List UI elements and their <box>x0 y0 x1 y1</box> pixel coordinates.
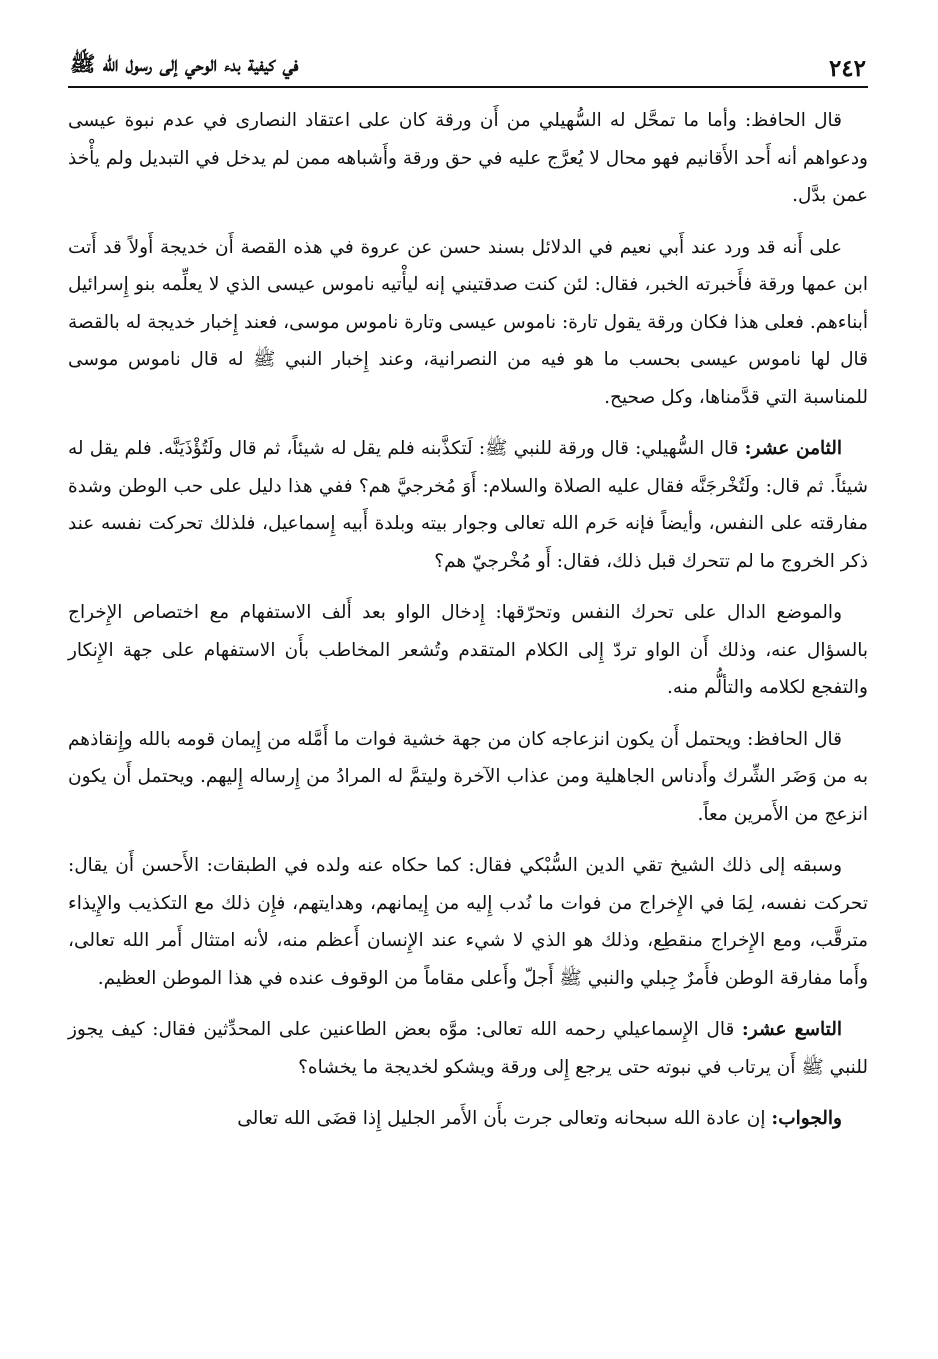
answer-lead: والجواب: <box>771 1108 842 1129</box>
paragraph-2 <box>68 229 868 417</box>
running-title: في كيفية بدء الوحي إلى رسول الله ﷺ <box>70 51 299 76</box>
paragraph-text: إن عادة الله سبحانه وتعالى جرت بأَن الأَمر الجليل إِذا قضَى الله تعالى <box>237 1108 766 1129</box>
paragraph-1 <box>68 102 868 215</box>
paragraph-8 <box>68 1100 868 1138</box>
paragraph-text: والموضع الدال على تحرك النفس وتحرّقها: إِدخال الواو بعد أَلف الاستفهام مع اختصاص الإِخراج بالسؤال عنه، وذلك أَن الواو تردّ إِلى الكلام المتقدم وتُشعر المخاطب بأَن الاستفهام على جهة الإِنكار والتفجع لكلامه والتألُّم منه. <box>68 602 868 698</box>
paragraph-6 <box>68 847 868 997</box>
section-lead-nineteenth: التاسع عشر: <box>741 1019 842 1040</box>
paragraph-7 <box>68 1011 868 1086</box>
running-header <box>68 40 868 88</box>
paragraph-text: قال الحافظ: وأما ما تمحَّل له السُّهيلي من أَن ورقة كان على اعتقاد النصارى في عدم نبوة عيسى ودعواهم أنه أَحد الأَقانيم فهو محال لا يُعرَّج عليه في حق ورقة وأَشباهه ممن لم يدخل في التبديل ولم يأْخذ عمن بدَّل. <box>68 110 868 206</box>
paragraph-text: وسبقه إلى ذلك الشيخ تقي الدين السُّبْكي فقال: كما حكاه عنه ولده في الطبقات: الأَحسن أَن يقال: تحركت نفسه، لِمَا في الإِخراج من فوات ما نُدب إِليه من إِيمانهم، وهدايتهم، فإِن ذلك مع التكذيب والإِيذاء مترقَّب، ومع الإِخراج منقطِع، وذلك هو الذي لا شيء عند الإِنسان أَعظم منه، لأنه امتثال أَمر الله تعالى، وأَما مفارقة الوطن فأَمرٌ جِبلي والنبي ﷺ أَجلّ وأَعلى مقاماً من الوقوف عنده في هذا الموطن العظيم. <box>68 855 868 989</box>
paragraph-text: قال السُّهيلي: قال ورقة للنبي ﷺ: لَتكذَّبنه فلم يقل له شيئاً، ثم قال ولَتُؤْذَيَنَّه. فلم يقل له شيئاً. ثم قال: ولَتُخْرجَنَّه فقال عليه الصلاة والسلام: أَوَ مُخرجيَّ هم؟ ففي هذا دليل على حب الوطن وشدة مفارقته على النفس، وأيضاً فإنه حَرم الله تعالى وجوار بيته وبلدة أَبيه إِسماعيل، فلذلك تحركت نفسه عند ذكر الخروج ما لم تتحرك قبل ذلك، فقال: أَو مُخْرجيّ هم؟ <box>68 438 868 572</box>
paragraph-3 <box>68 430 868 580</box>
body-text <box>68 102 868 1138</box>
paragraph-5 <box>68 721 868 834</box>
paragraph-text: قال الإِسماعيلي رحمه الله تعالى: موَّه بعض الطاعنين على المحدِّثين فقال: كيف يجوز للنبي ﷺ أَن يرتاب في نبوته حتى يرجع إِلى ورقة ويشكو لخديجة ما يخشاه؟ <box>68 1019 868 1078</box>
paragraph-text: قال الحافظ: ويحتمل أَن يكون انزعاجه كان من جهة خشية فوات ما أَمَّله من إِيمان قومه بالله وإِنقاذهم به من وَضَر الشِّرك وأَدناس الجاهلية ومن عذاب الآخرة وليتمَّ له المرادُ من إِرساله إِليهم. ويحتمل أَن يكون انزعج من الأَمرين معاً. <box>68 728 868 825</box>
paragraph-text: على أَنه قد ورد عند أَبي نعيم في الدلائل بسند حسن عن عروة في هذه القصة أَن خديجة أَولاً قد أَتت ابن عمها ورقة فأَخبرته الخبر، فقال: لئن كنت صدقتيني إنه ليأْتيه ناموس عيسى الذي لا يعلِّمه بنو إِسرائيل أبناءهم. فعلى هذا فكان ورقة يقول تارة: ناموس عيسى وتارة ناموس موسى، فعند إِخبار خديجة له بالقصة قال لها ناموس عيسى بحسب ما هو فيه من النصرانية، وعند إِخبار النبي ﷺ له قال ناموس موسى للمناسبة التي قدَّمناها، وكل صحيح. <box>68 236 868 408</box>
paragraph-4 <box>68 594 868 707</box>
page-number: ٢٤٢ <box>828 55 866 82</box>
section-lead-eighteenth: الثامن عشر: <box>744 438 842 459</box>
